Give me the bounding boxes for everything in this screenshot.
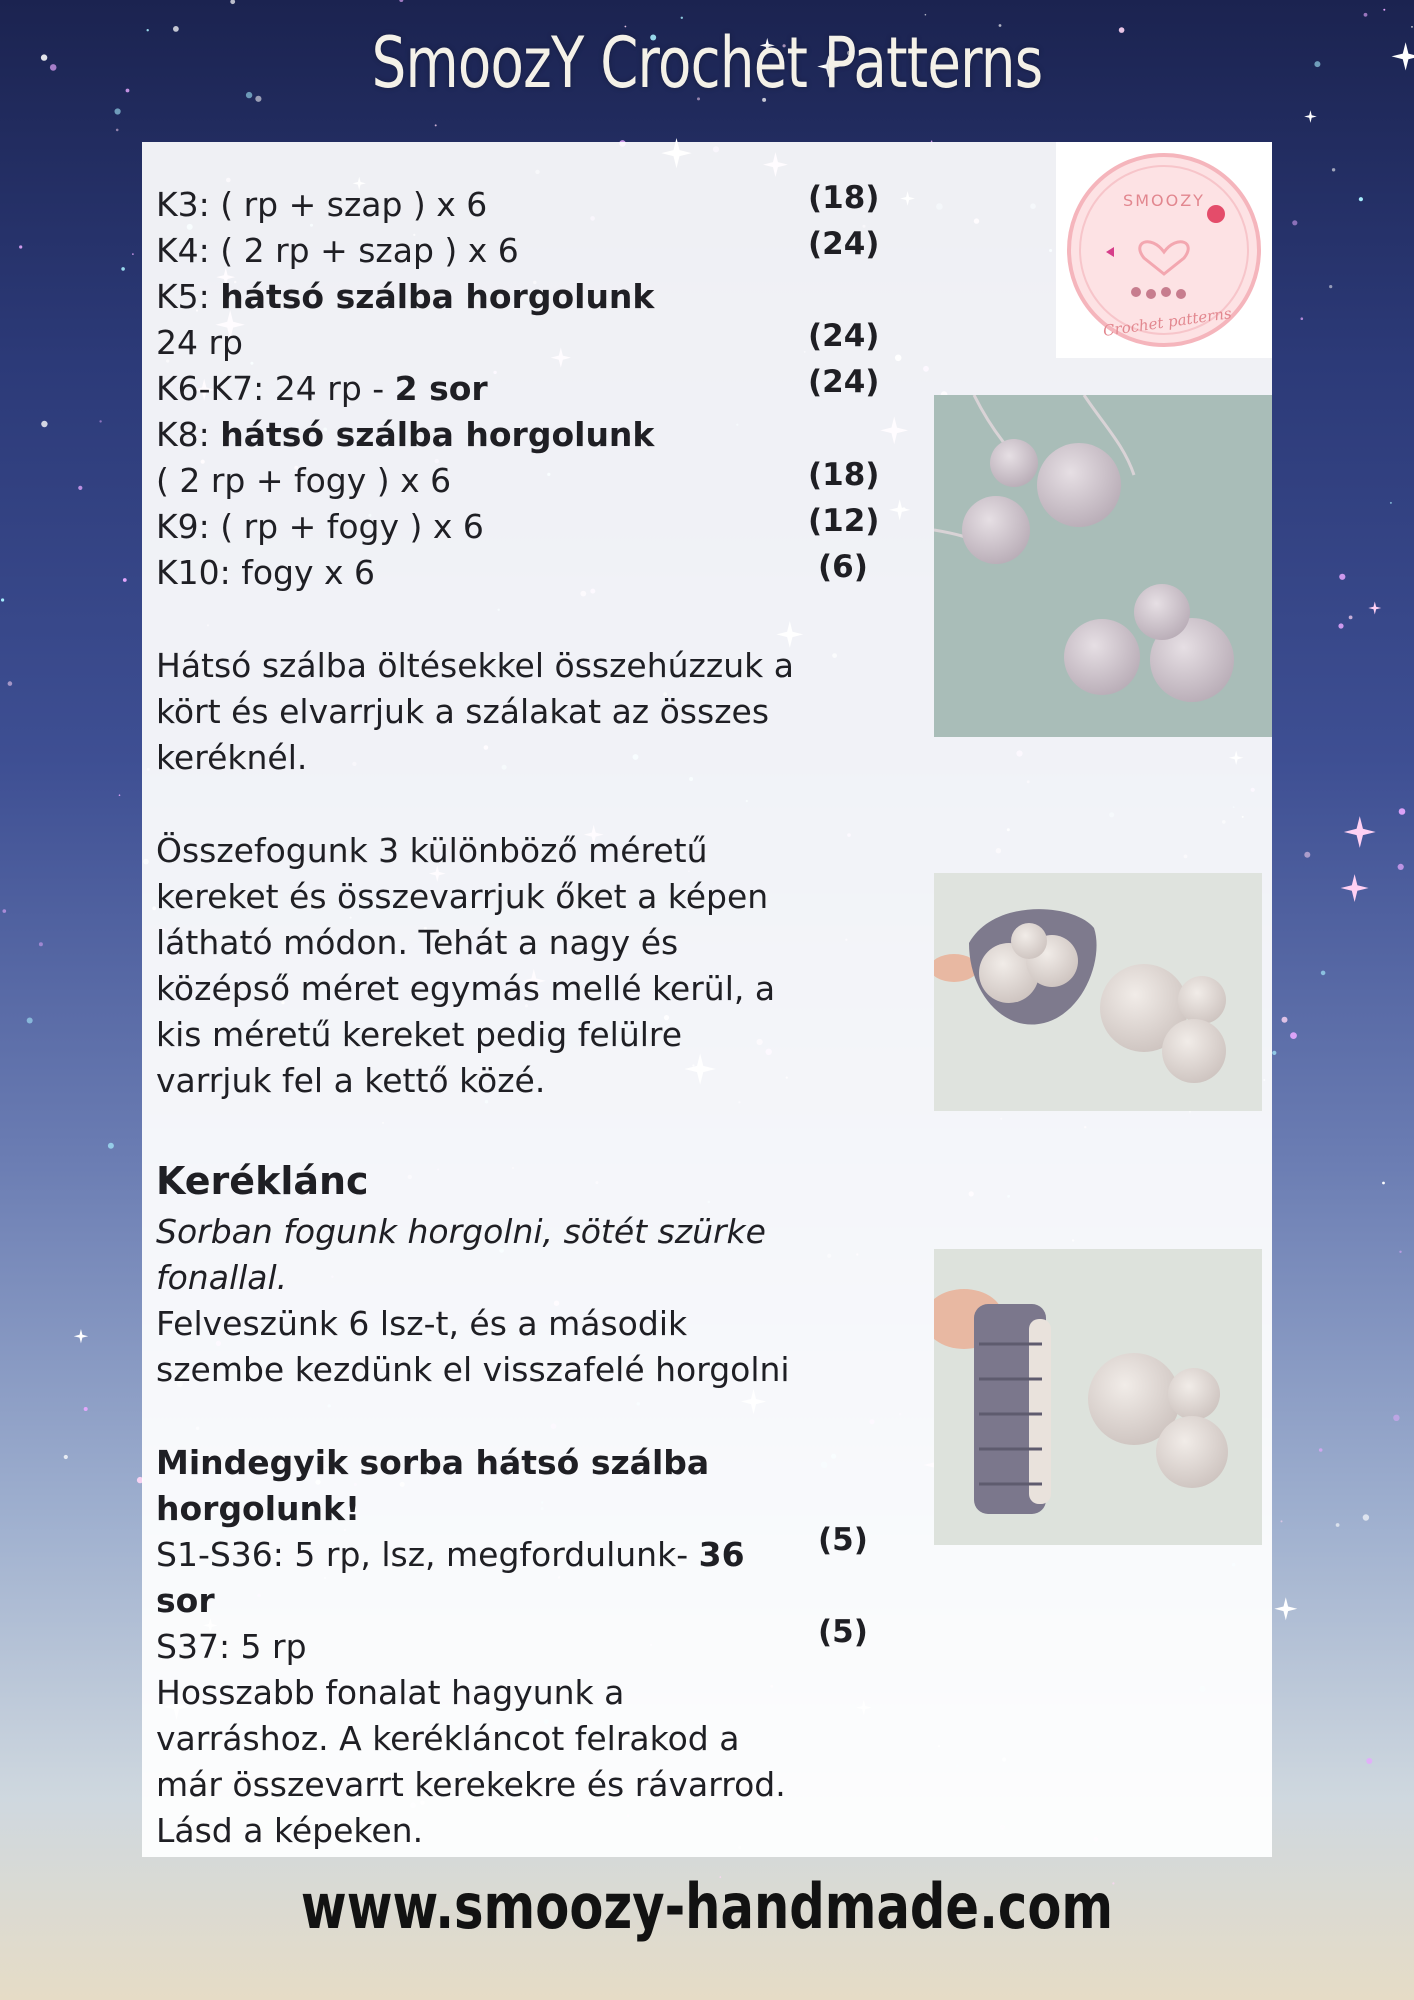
- star: [399, 0, 403, 2]
- pattern-row: [156, 504, 484, 550]
- sparkle: [1341, 874, 1369, 902]
- star: [1332, 168, 1335, 171]
- sparkle: [1274, 1597, 1297, 1620]
- row-text: K9: ( rp + fogy ) x 6: [156, 507, 484, 546]
- paragraph-line: keréknél.: [156, 738, 308, 777]
- star: [121, 267, 125, 271]
- paragraph-line: kereket és összevarrjuk őket a képen: [156, 877, 769, 916]
- star: [925, 14, 927, 16]
- sparkle: [1304, 110, 1317, 123]
- star: [39, 942, 43, 946]
- star: [41, 54, 47, 60]
- star: [1304, 852, 1310, 858]
- row-text: S1-S36: 5 rp, lsz, megfordulunk-: [156, 1535, 699, 1574]
- photo-wheels-with-chain-edge: [934, 1249, 1262, 1545]
- star: [119, 794, 121, 796]
- paragraph-line: középső méret egymás mellé kerül, a: [156, 969, 776, 1008]
- stitch-count: (24): [808, 364, 880, 400]
- intro-line: szembe kezdünk el visszafelé horgolni: [156, 1350, 790, 1389]
- star: [27, 1018, 33, 1024]
- star: [50, 64, 57, 71]
- sparkle: [74, 1329, 88, 1343]
- star: [115, 108, 121, 114]
- star: [1364, 13, 1368, 17]
- pattern-row: [156, 274, 654, 320]
- pattern-row: [156, 550, 375, 596]
- star: [1339, 574, 1345, 580]
- star: [108, 1143, 114, 1149]
- star: [1338, 623, 1343, 628]
- star: [1399, 808, 1406, 815]
- stitch-count: (24): [808, 226, 880, 262]
- stitch-count: (6): [818, 549, 868, 585]
- pattern-row: [156, 366, 488, 412]
- row-bold-text: hátsó szálba horgolunk: [220, 415, 655, 454]
- star: [1349, 616, 1353, 620]
- pattern-row: [156, 228, 519, 274]
- star: [123, 578, 127, 582]
- star: [19, 245, 22, 248]
- star: [1301, 317, 1304, 320]
- star: [41, 421, 47, 427]
- star: [1383, 9, 1385, 11]
- star: [1314, 61, 1320, 67]
- paragraph-line: kis méretű kereket pedig felülre: [156, 1015, 683, 1054]
- row-text: K3: ( rp + szap ) x 6: [156, 185, 488, 224]
- star: [1292, 220, 1297, 225]
- paragraph-line: Hátsó szálba öltésekkel összehúzzuk a: [156, 646, 794, 685]
- star: [132, 253, 134, 255]
- star: [126, 89, 130, 93]
- stitch-count: (5): [818, 1614, 868, 1650]
- star: [1319, 1448, 1323, 1452]
- star: [1329, 285, 1332, 288]
- star: [230, 0, 235, 4]
- closing-line: már összevarrt kerekekre és rávarrod.: [156, 1765, 786, 1804]
- star: [8, 681, 13, 686]
- closing-line: Hosszabb fonalat hagyunk a: [156, 1673, 625, 1712]
- star: [435, 124, 437, 126]
- row-bold-text: 36: [698, 1535, 745, 1574]
- star: [1272, 1051, 1276, 1055]
- row-text: K4: ( 2 rp + szap ) x 6: [156, 231, 519, 270]
- italic-line: Sorban fogunk horgolni, sötét szürke: [156, 1212, 766, 1251]
- stitch-count: (18): [808, 180, 880, 216]
- page-title: SmoozY Crochet Patterns: [371, 22, 1043, 104]
- star: [78, 486, 82, 490]
- row-text: K8:: [156, 415, 221, 454]
- row-bold-text: hátsó szálba horgolunk: [220, 277, 655, 316]
- photo-wheels-with-chain-side: [934, 873, 1262, 1111]
- photo-wheels-on-fabric: [934, 395, 1272, 737]
- star: [1282, 1017, 1288, 1023]
- star: [1382, 1182, 1385, 1185]
- intro-line: Felveszünk 6 lsz-t, és a második: [156, 1304, 688, 1343]
- paragraph-line: látható módon. Tehát a nagy és: [156, 923, 679, 962]
- star: [116, 129, 119, 132]
- chain-row: S37: 5 rp: [156, 1627, 307, 1666]
- sparkle: [1344, 816, 1376, 848]
- note-line: Mindegyik sorba hátsó szálba: [156, 1443, 710, 1482]
- star: [1, 598, 4, 601]
- star: [1411, 26, 1413, 28]
- star: [147, 29, 149, 31]
- star: [84, 1407, 88, 1411]
- star: [1399, 1251, 1401, 1253]
- star: [1290, 1032, 1297, 1039]
- star: [99, 420, 101, 422]
- star: [681, 17, 683, 19]
- star: [1390, 502, 1392, 504]
- star: [1398, 864, 1404, 870]
- star: [1321, 971, 1326, 976]
- logo-bottom-text: Crochet patterns: [1101, 304, 1233, 340]
- stitch-count: (24): [808, 318, 880, 354]
- italic-line: fonallal.: [156, 1258, 288, 1297]
- logo-top-text: SMOOZY: [1123, 191, 1205, 210]
- content-panel: [142, 142, 1272, 1857]
- row-bold-text: 2 sor: [394, 369, 488, 408]
- row-text: K10: fogy x 6: [156, 553, 376, 592]
- paragraph-line: Összefogunk 3 különböző méretű: [156, 831, 708, 870]
- pattern-row: [156, 320, 243, 366]
- pattern-row: [156, 412, 654, 458]
- row-text: 24 rp: [156, 323, 243, 362]
- star: [1359, 197, 1363, 201]
- paragraph-line: kört és elvarrjuk a szálakat az összes: [156, 692, 770, 731]
- stitch-count: (5): [818, 1522, 868, 1558]
- star: [3, 909, 7, 913]
- smoozy-logo: [1056, 142, 1272, 358]
- pattern-row: [156, 182, 487, 228]
- chain-row: [156, 1532, 745, 1578]
- star: [64, 1455, 68, 1459]
- chain-row-continued: sor: [156, 1581, 215, 1620]
- star: [1281, 1520, 1283, 1522]
- row-text: K6-K7: 24 rp -: [156, 369, 395, 408]
- star: [1393, 1415, 1399, 1421]
- note-line: horgolunk!: [156, 1489, 361, 1528]
- row-text: ( 2 rp + fogy ) x 6: [156, 461, 452, 500]
- star: [1363, 1514, 1369, 1520]
- section-heading: Keréklánc: [156, 1159, 369, 1203]
- footer-url: www.smoozy-handmade.com: [300, 1870, 1114, 1943]
- closing-line: varráshoz. A kerékláncot felrakod a: [156, 1719, 740, 1758]
- star: [1366, 1758, 1372, 1764]
- pattern-row: [156, 458, 451, 504]
- row-text: K5:: [156, 277, 221, 316]
- paragraph-line: varrjuk fel a kettő közé.: [156, 1061, 546, 1100]
- sparkle: [1392, 42, 1414, 70]
- star: [1336, 1523, 1340, 1527]
- stitch-count: (12): [808, 503, 880, 539]
- closing-line: Lásd a képeken.: [156, 1811, 424, 1850]
- stitch-count: (18): [808, 457, 880, 493]
- sparkle: [1368, 602, 1381, 615]
